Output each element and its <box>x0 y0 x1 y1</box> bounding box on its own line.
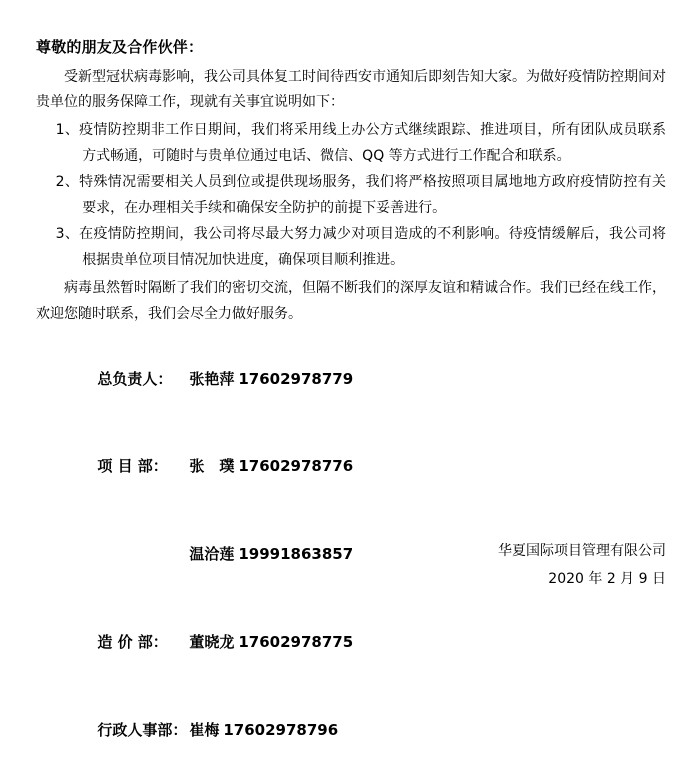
list-item-number: 1、 <box>55 122 80 139</box>
contact-row <box>66 686 666 774</box>
list-item <box>36 222 666 274</box>
list-item <box>36 118 666 170</box>
list-item-number: 3、 <box>55 225 80 242</box>
contact-name: 张 璞 <box>189 457 235 476</box>
company-name: 华夏国际项目管理有限公司 <box>498 543 666 559</box>
contact-name: 温洽莲 <box>189 545 235 564</box>
list-item-text: 特殊情况需要相关人员到位或提供现场服务，我们将严格按照项目属地地方政府疫情防控有关要求，在办理相关手续和确保安全防护的前提下妥善进行。 <box>79 174 666 216</box>
closing-paragraph: 病毒虽然暂时隔断了我们的密切交流，但隔不断我们的深厚友谊和精诚合作。我们已经在线工作，欢迎您随时联系，我们会尽全力做好服务。 <box>36 279 666 322</box>
list-item <box>36 170 666 222</box>
contact-row <box>66 335 666 423</box>
intro-paragraph: 受新型冠状病毒影响，我公司具体复工时间待西安市通知后即刻告知大家。为做好疫情防控期间对贵单位的服务保障工作，现就有关事宜说明如下： <box>36 68 666 111</box>
contact-phone: 19991863857 <box>238 545 354 564</box>
contact-name: 董晓龙 <box>189 632 235 651</box>
contact-name: 崔梅 <box>189 720 220 739</box>
list-item-text: 疫情防控期非工作日期间，我们将采用线上办公方式继续跟踪、推进项目，所有团队成员联系方式畅通，可随时与贵单位通过电话、微信、QQ 等方式进行工作配合和联系。 <box>79 122 666 165</box>
contact-name: 张艳萍 <box>189 369 235 388</box>
document-date: 2020 年 2 月 9 日 <box>548 571 666 587</box>
list-item-number: 2、 <box>55 174 80 191</box>
contact-row <box>66 423 666 511</box>
numbered-list <box>36 118 666 273</box>
salutation: 尊敬的朋友及合作伙伴： <box>36 38 204 56</box>
contact-role: 总负责人： <box>97 369 173 388</box>
contact-phone: 17602978775 <box>238 632 354 651</box>
contact-row <box>66 599 666 687</box>
contact-role: 项 目 部： <box>97 457 168 476</box>
list-item-text: 在疫情防控期间，我公司将尽最大努力减少对项目造成的不利影响。待疫情缓解后，我公司将根据贵单位项目情况加快进度，确保项目顺利推进。 <box>79 225 666 268</box>
contact-role: 行政人事部： <box>97 720 188 739</box>
contact-phone: 17602978796 <box>223 720 339 739</box>
contact-role: 造 价 部： <box>97 632 168 651</box>
contact-phone: 17602978776 <box>238 457 354 476</box>
document-footer <box>498 537 666 593</box>
contact-phone: 17602978779 <box>238 369 354 388</box>
